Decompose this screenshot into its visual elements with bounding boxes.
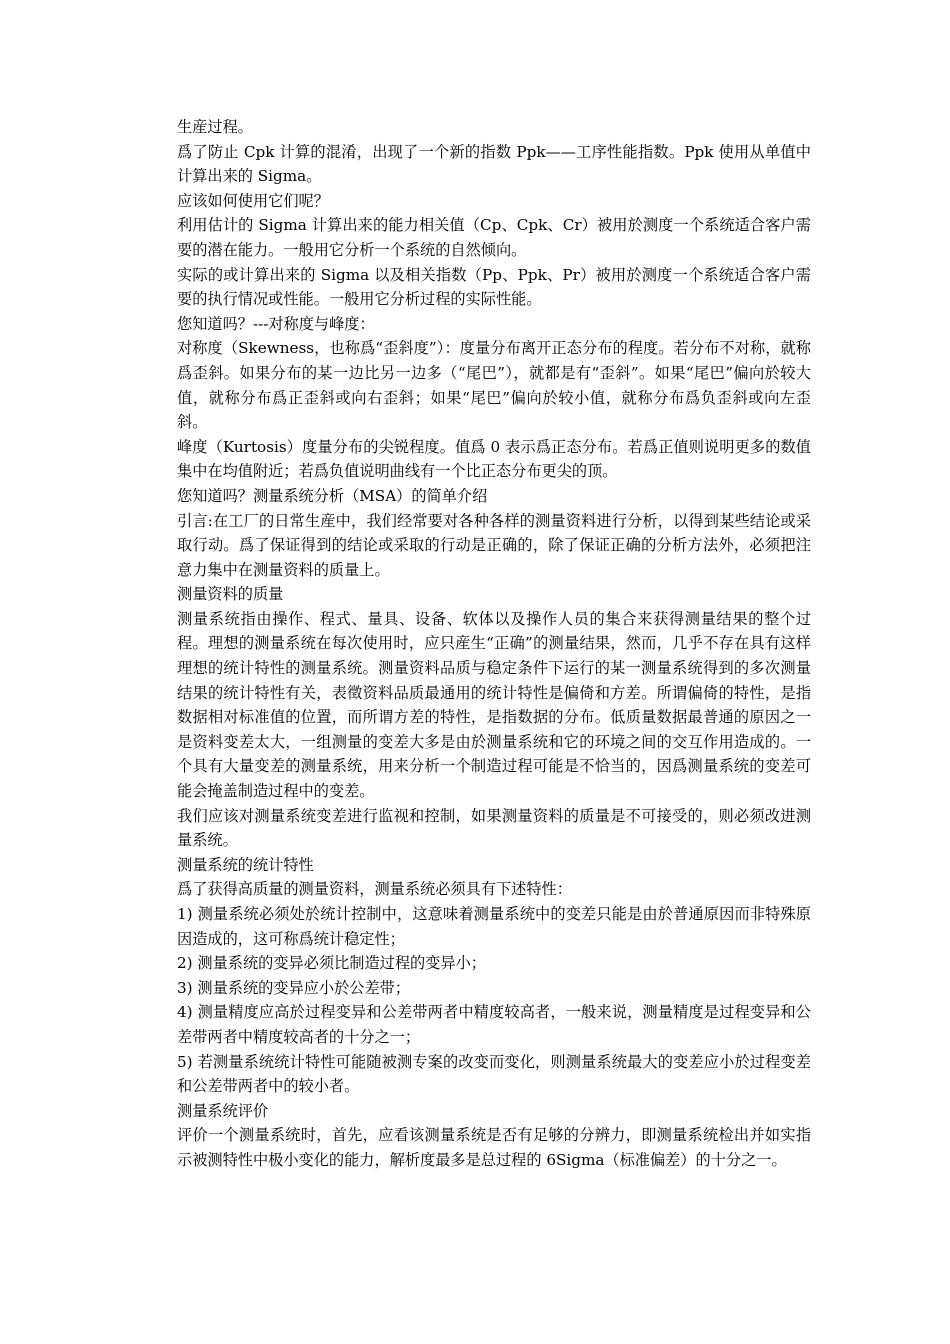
- paragraph-how-to-use-question: 应该如何使用它们呢？: [177, 191, 329, 210]
- heading-measurement-data-quality: 测量资料的质量: [177, 585, 284, 604]
- paragraph-kurtosis: 峰度（Kurtosis）度量分布的尖锐程度。值爲 0 表示爲正态分布。若爲正值则说明更多的数值集中在均值附近；若爲负值说明曲线有一个比正态分布更尖的顶。: [177, 437, 811, 481]
- paragraph-skewness: 对称度（Skewness，也称爲“歪斜度”）：度量分布离开正态分布的程度。若分布不对称，就称爲歪斜。如果分布的某一边比另一边多（“尾巴”），就都是有“歪斜”。如果“尾巴”偏向於较大值，就称分布爲正歪斜或向右歪斜；如果“尾巴”偏向於较小值，就称分布爲负歪斜或向左歪斜。: [177, 339, 811, 432]
- list-item-property-4: 4) 测量精度应高於过程变异和公差带两者中精度较高者，一般来说，测量精度是过程变异和公差带两者中精度较高者的十分之一；: [177, 1003, 811, 1046]
- heading-skewness-kurtosis: 您知道吗？---对称度与峰度：: [177, 314, 375, 333]
- list-item-property-5: 5) 若测量系统统计特性可能随被测专案的改变而变化，则测量系统最大的变差应小於过程变差和公差带两者中的较小者。: [177, 1052, 811, 1096]
- heading-msa-intro: 您知道吗？测量系统分析（MSA）的简单介绍: [177, 486, 488, 505]
- paragraph-cp-cpk-cr: 利用估计的 Sigma 计算出来的能力相关值（Cp、Cpk、Cr）被用於测度一个系统适合客户需要的潜在能力。一般用它分析一个系统的自然倾向。: [177, 216, 811, 259]
- paragraph-ppk-definition: 爲了防止 Cpk 计算的混淆，出现了一个新的指数 Ppk——工序性能指数。Ppk 使用从单值中计算出来的 Sigma。: [177, 142, 811, 186]
- paragraph-pp-ppk-pr: 实际的或计算出来的 Sigma 以及相关指数（Pp、Ppk、Pr）被用於测度一个系统适合客户需要的执行情况或性能。一般用它分析过程的实际性能。: [177, 265, 811, 309]
- heading-system-evaluation: 测量系统评价: [177, 1101, 269, 1120]
- list-item-property-3: 3) 测量系统的变异应小於公差带；: [177, 978, 411, 997]
- document-body: [177, 115, 811, 1173]
- paragraph-intro-fragment: 生産过程。: [177, 118, 253, 136]
- list-item-property-1: 1) 测量系统必须处於统计控制中，这意味着测量系统中的变差只能是由於普通原因而非特殊原因造成的，这可称爲统计稳定性；: [177, 905, 811, 948]
- list-item-property-2: 2) 测量系统的变异必须比制造过程的变异小；: [177, 954, 486, 973]
- paragraph-properties-intro: 爲了获得高质量的测量资料，测量系统必须具有下述特性：: [177, 880, 572, 899]
- heading-statistical-properties: 测量系统的统计特性: [177, 855, 314, 874]
- paragraph-measurement-system-definition: 测量系统指由操作、程式、量具、设备、软体以及操作人员的集合来获得测量结果的整个过程。理想的测量系统在每次使用时，应只産生“正确”的测量结果，然而，几乎不存在具有这样理想的统计特性的测量系统。测量资料品质与稳定条件下运行的某一测量系统得到的多次测量结果的统计特性有关，表徵资料品质最通用的统计特性是偏倚和方差。所谓偏倚的特性，是指数据相对标准值的位置，而所谓方差的特性，是指数据的分布。低质量数据最普通的原因之一是资料变差太大，一组测量的变差大多是由於测量系统和它的环境之间的交互作用造成的。一个具有大量变差的测量系统，用来分析一个制造过程可能是不恰当的，因爲测量系统的变差可能会掩盖制造过程中的变差。: [177, 609, 811, 801]
- paragraph-evaluation-resolution: 评价一个测量系统时，首先，应看该测量系统是否有足够的分辨力，即测量系统检出并如实指示被测特性中极小变化的能力，解析度最多是总过程的 6Sigma（标准偏差）的十分之一。: [177, 1126, 811, 1169]
- paragraph-msa-foreword: 引言:在工厂的日常生産中，我们经常要对各种各样的测量资料进行分析，以得到某些结论或采取行动。爲了保证得到的结论或采取的行动是正确的，除了保证正确的分析方法外，必须把注意力集中在测量资料的质量上。: [177, 511, 811, 579]
- paragraph-monitor-control: 我们应该对测量系统变差进行监视和控制，如果测量资料的质量是不可接受的，则必须改进测量系统。: [177, 806, 811, 850]
